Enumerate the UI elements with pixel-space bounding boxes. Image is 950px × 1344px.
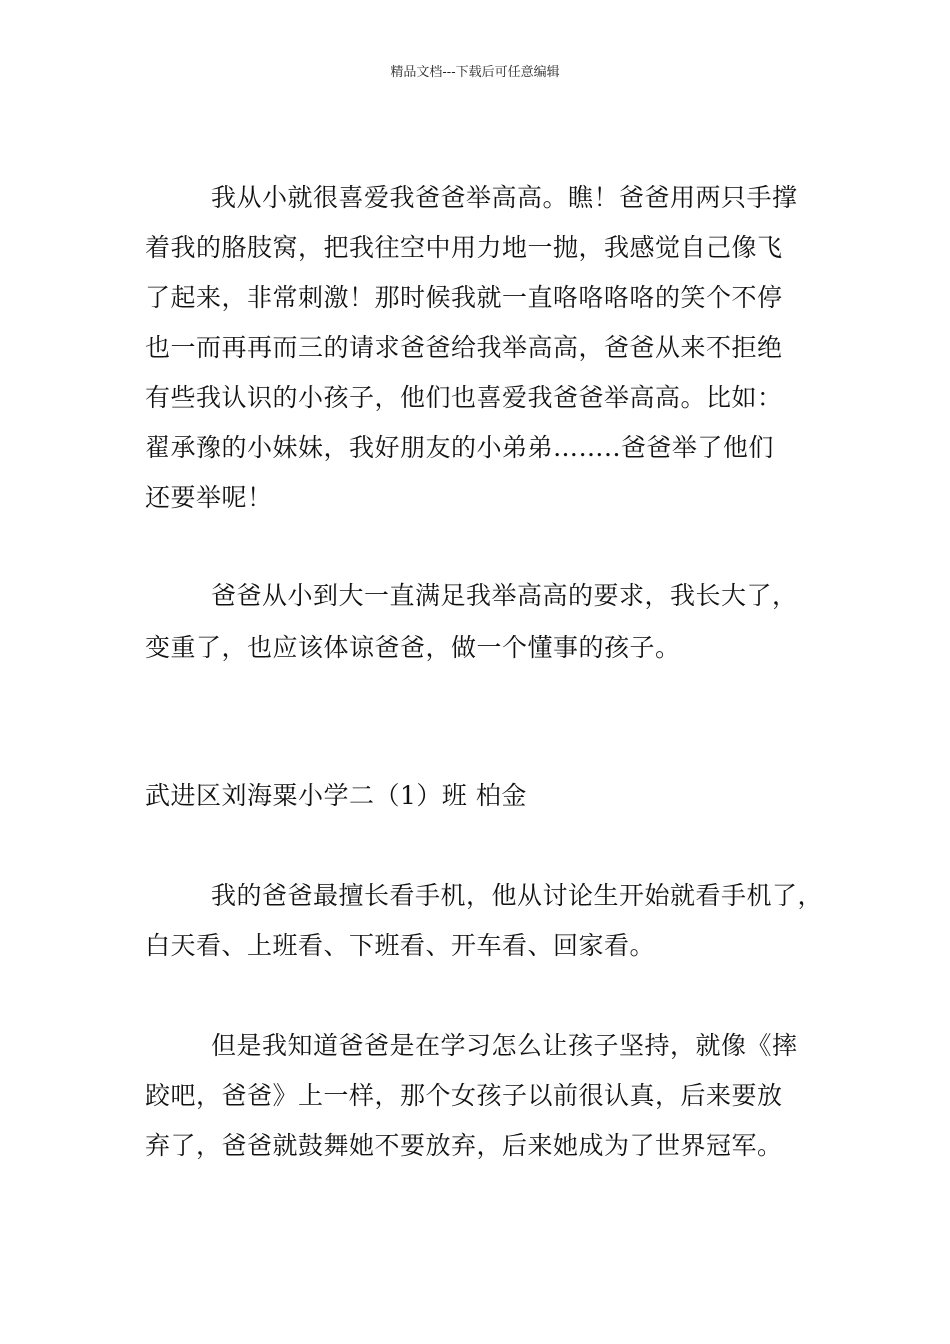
paragraph-1-line-2: 着我的胳肢窝，把我往空中用力地一抛，我感觉自己像飞 [145,233,783,262]
paragraph-4-line-1: 但是我知道爸爸是在学习怎么让孩子坚持，就像《摔 [211,1031,798,1060]
paragraph-3-line-2: 白天看、上班看、下班看、开车看、回家看。 [145,931,656,960]
paragraph-2-line-2: 变重了，也应该体谅爸爸，做一个懂事的孩子。 [145,633,681,662]
author-line: 武进区刘海粟小学二（1）班 柏金 [145,781,527,810]
paragraph-1-line-4: 也一而再再而三的请求爸爸给我举高高，爸爸从来不拒绝 [145,333,783,362]
paragraph-2-line-1: 爸爸从小到大一直满足我举高高的要求，我长大了， [211,581,798,610]
paragraph-1-line-5: 有些我认识的小孩子，他们也喜爱我爸爸举高高。比如： [145,383,783,412]
paragraph-1-line-7: 还要举呢！ [145,483,273,512]
paragraph-4-line-3: 弃了，爸爸就鼓舞她不要放弃，后来她成为了世界冠军。 [145,1131,783,1160]
paragraph-4-line-2: 跤吧，爸爸》上一样，那个女孩子以前很认真，后来要放 [145,1081,783,1110]
paragraph-1-line-3: 了起来，非常刺激！那时候我就一直咯咯咯咯的笑个不停 [145,283,783,312]
paragraph-1-line-1: 我从小就很喜爱我爸爸举高高。瞧！爸爸用两只手撑 [211,183,798,212]
paragraph-1-line-6: 翟承豫的小妹妹，我好朋友的小弟弟……..爸爸举了他们 [145,433,774,462]
paragraph-3-line-1: 我的爸爸最擅长看手机，他从讨论生开始就看手机了， [211,881,824,910]
page-header: 精品文档---下载后可任意编辑 [390,65,560,80]
